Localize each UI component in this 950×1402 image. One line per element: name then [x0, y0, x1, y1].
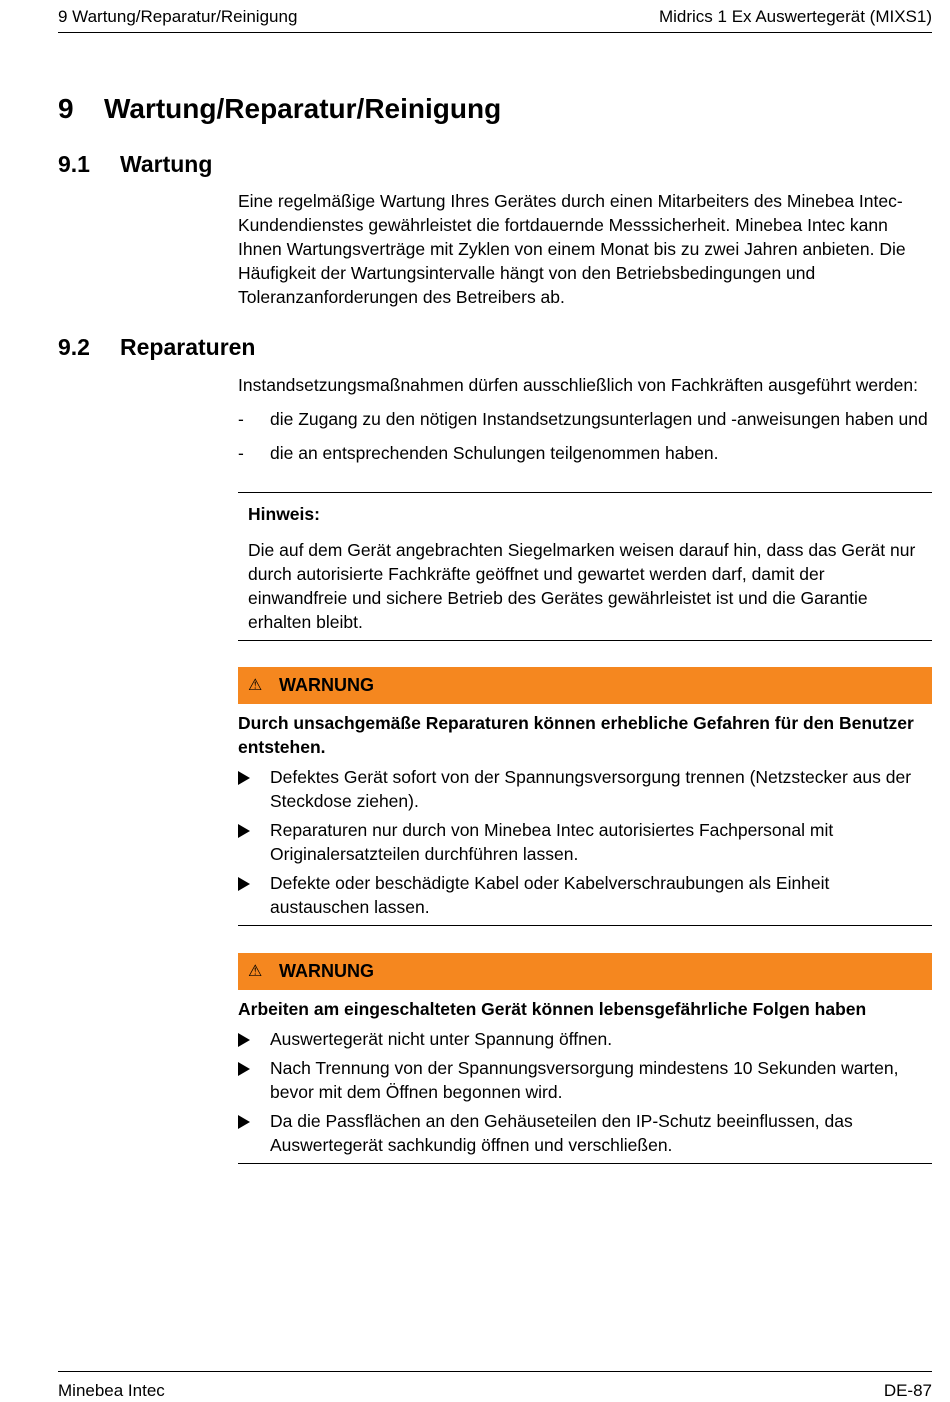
qualification-list: [238, 407, 938, 475]
step-text: Auswertegerät nicht unter Spannung öffnen.: [270, 1029, 613, 1049]
section-number: 9.2: [58, 334, 90, 360]
dash-marker: -: [238, 443, 244, 463]
page-footer: [58, 1371, 932, 1398]
list-item: [238, 407, 938, 431]
warning-steps: [238, 1027, 932, 1157]
wartung-paragraph: Eine regelmäßige Wartung Ihres Gerätes durch einen Mitarbeiters des Minebea Intec-Kundendienstes gewährleistet die fortdauernde Messsicherheit. Minebea Intec kann Ihnen Wartungsverträge mit Zyklen von einem Monat bis zu zwei Jahren anbieten. Die Häufigkeit der Wartungsintervalle hängt von den Betriebsbedingungen und Toleranzanforderungen des Betreibers ab.: [238, 191, 906, 307]
list-item-text: die Zugang zu den nötigen Instandsetzungsunterlagen und -anweisungen haben und: [270, 409, 928, 429]
chapter-heading: [58, 91, 501, 127]
warning-label: WARNUNG: [279, 675, 374, 695]
warning-label: WARNUNG: [279, 961, 374, 981]
header-chapter-title: 9 Wartung/Reparatur/Reinigung: [58, 7, 298, 26]
step-text: Defekte oder beschädigte Kabel oder Kabelverschraubungen als Einheit austauschen lassen.: [270, 873, 830, 917]
list-item: [238, 1056, 932, 1104]
list-item: [238, 871, 932, 919]
reparaturen-intro: Instandsetzungsmaßnahmen dürfen ausschließlich von Fachkräften ausgeführt werden:: [238, 375, 918, 395]
header-product-title: Midrics 1 Ex Auswertegerät (MIXS1): [658, 7, 932, 26]
step-text: Defektes Gerät sofort von der Spannungsversorgung trennen (Netzstecker aus der Steckdose ziehen).: [270, 767, 912, 811]
arrow-bullet-icon: [238, 824, 250, 838]
section-heading-wartung: [58, 149, 212, 179]
note-box: [238, 492, 932, 641]
warning-block-repairs: [238, 667, 932, 926]
warning-lead: Durch unsachgemäße Reparaturen können erhebliche Gefahren für den Benutzer entstehen.: [238, 713, 914, 757]
section-title: Wartung: [120, 151, 213, 177]
note-text: Die auf dem Gerät angebrachten Siegelmarken weisen darauf hin, dass das Gerät nur durch autorisierte Fachkräfte geöffnet und gewartet werden darf, damit der einwandfreie und sichere Betrieb des Gerätes gewährleistet ist und die Garantie erhalten bleibt.: [248, 540, 916, 632]
dash-marker: -: [238, 409, 244, 429]
warning-bar: [238, 953, 932, 990]
warning-triangle-icon: ⚠: [248, 963, 263, 980]
list-item-text: die an entsprechenden Schulungen teilgenommen haben.: [270, 443, 719, 463]
step-text: Da die Passflächen an den Gehäuseteilen den IP-Schutz beeinflussen, das Auswertegerät sachkundig öffnen und verschließen.: [270, 1111, 853, 1155]
step-text: Reparaturen nur durch von Minebea Intec autorisiertes Fachpersonal mit Originalersatzteilen durchführen lassen.: [270, 820, 834, 864]
footer-company: Minebea Intec: [58, 1381, 165, 1400]
chapter-number: 9: [58, 93, 74, 124]
arrow-bullet-icon: [238, 1115, 250, 1129]
page-header: [58, 6, 932, 33]
chapter-title: Wartung/Reparatur/Reinigung: [104, 93, 502, 124]
warning-lead: Arbeiten am eingeschalteten Gerät können lebensgefährliche Folgen haben: [238, 999, 867, 1019]
list-item: [238, 818, 932, 866]
footer-page-number: DE-87: [883, 1381, 932, 1400]
list-item: [238, 765, 932, 813]
list-item: [238, 441, 938, 465]
list-item: [238, 1109, 932, 1157]
list-item: [238, 1027, 932, 1051]
section-heading-reparaturen: [58, 332, 255, 362]
section-title: Reparaturen: [120, 334, 256, 360]
warning-triangle-icon: ⚠: [248, 677, 263, 694]
step-text: Nach Trennung von der Spannungsversorgung mindestens 10 Sekunden warten, bevor mit dem Öffnen begonnen wird.: [270, 1058, 899, 1102]
arrow-bullet-icon: [238, 1033, 250, 1047]
note-title: Hinweis:: [248, 504, 320, 524]
section-number: 9.1: [58, 151, 90, 177]
arrow-bullet-icon: [238, 771, 250, 785]
warning-bar: [238, 667, 932, 704]
arrow-bullet-icon: [238, 877, 250, 891]
warning-steps: [238, 765, 932, 919]
arrow-bullet-icon: [238, 1062, 250, 1076]
warning-block-live-device: [238, 953, 932, 1164]
